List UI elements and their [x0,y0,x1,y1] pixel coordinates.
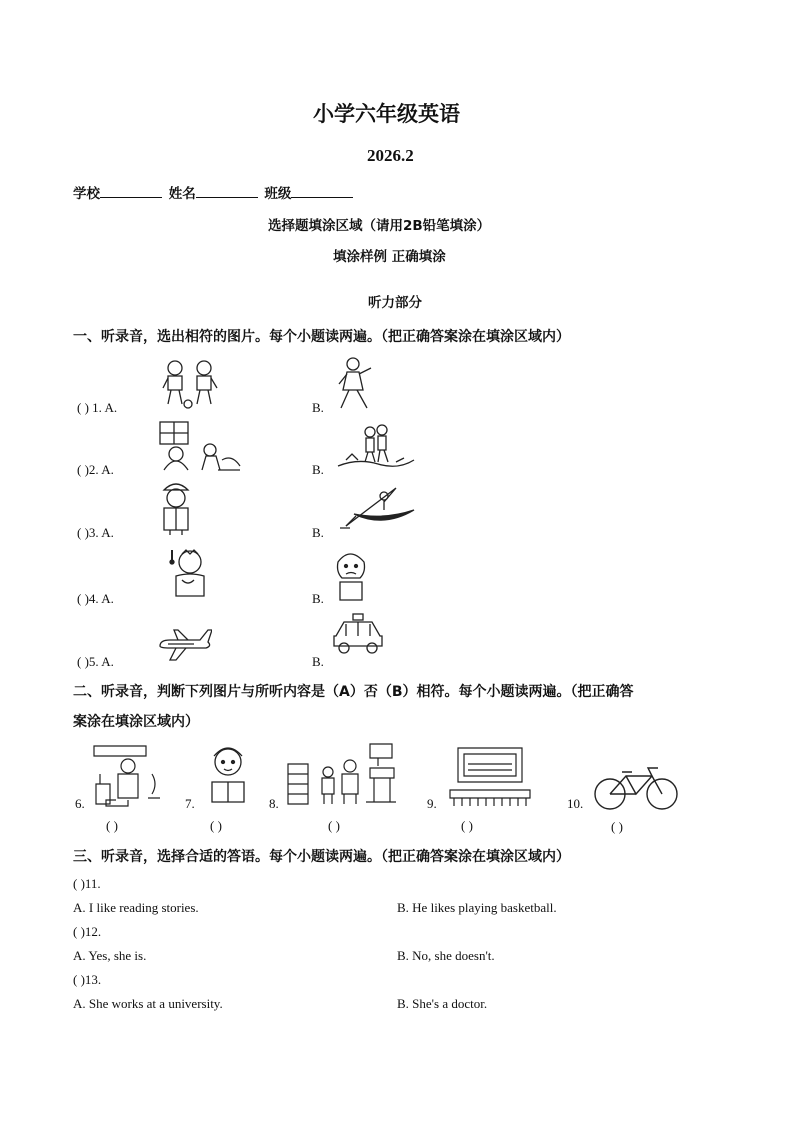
q13-label[interactable]: ( )13. [73,972,102,987]
q4b-sad-girl-picture [330,548,370,604]
q3-label[interactable]: ( )3. A. [77,525,114,540]
q5-label[interactable]: ( )5. A. [77,654,114,669]
student-info-line [73,182,355,202]
q12-label[interactable]: ( )12. [73,924,102,939]
q5-option-b[interactable]: B. [312,654,324,669]
exam-date: 2026.2 [367,146,414,165]
q11-label[interactable]: ( )11. [73,876,101,891]
fill-sample-instruction: 填涂样例 正确填涂 [333,249,446,265]
fill-area-instruction: 选择题填涂区域（请用2B铅笔填涂） [268,218,491,234]
name-blank[interactable] [196,185,258,198]
q1-label[interactable]: ( ) 1. A. [77,400,118,415]
q5a-airplane-picture [156,624,212,664]
q6-number: 6. [75,796,85,811]
q8-doctor-office-picture [286,742,398,806]
q2b-two-kids-outdoors-picture [336,420,416,470]
q2a-family-room-picture [156,420,242,472]
q11-option-a[interactable]: A. I like reading stories. [73,900,199,915]
q9-number: 9. [427,796,437,811]
q7-boy-reading-picture [206,742,250,808]
class-blank[interactable] [291,185,353,198]
name-label: 姓名 [168,186,196,202]
section2-heading-line2: 案涂在填涂区域内） [73,714,199,730]
q12-option-a[interactable]: A. Yes, she is. [73,948,147,963]
q10-bicycle-picture [592,764,680,812]
q10-answer-parens[interactable]: ( ) [611,819,623,834]
q7-answer-parens[interactable]: ( ) [210,818,222,833]
q4a-sick-boy-picture [166,546,208,600]
q8-number: 8. [269,796,279,811]
q12-option-b[interactable]: B. No, she doesn't. [397,948,495,963]
q10-number: 10. [567,796,584,811]
q4-label[interactable]: ( )4. A. [77,591,114,606]
q1b-person-running-picture [333,356,375,412]
section3-heading: 三、听录音，选择合适的答语。每个小题读两遍。（把正确答案涂在填涂区域内） [73,849,570,865]
section1-heading: 一、听录音，选出相符的图片。每个小题读两遍。（把正确答案涂在填涂区域内） [73,329,570,345]
class-label: 班级 [264,186,292,202]
q9-answer-parens[interactable]: ( ) [461,818,473,833]
school-blank[interactable] [100,185,162,198]
q6-scientist-lab-picture [92,744,162,808]
q11-option-b[interactable]: B. He likes playing basketball. [397,900,557,915]
q6-answer-parens[interactable]: ( ) [106,818,118,833]
school-label: 学校 [73,186,100,202]
q7-number: 7. [185,796,195,811]
q4-option-b[interactable]: B. [312,591,324,606]
q3-option-b[interactable]: B. [312,525,324,540]
q9-train-tracks-picture [448,744,532,808]
q5b-taxi-picture [330,612,386,656]
q2-option-b[interactable]: B. [312,462,324,477]
listening-section-label: 听力部分 [368,295,422,311]
q1a-two-boys-picture [160,358,222,410]
q1-option-b[interactable]: B. [312,400,324,415]
section2-heading-line1: 二、听录音，判断下列图片与所听内容是（A）否（B）相符。每个小题读两遍。（把正确答 [73,684,634,700]
q3b-fisherman-boat-picture [334,484,416,530]
q13-option-b[interactable]: B. She's a doctor. [397,996,488,1011]
page-title: 小学六年级英语 [313,102,460,126]
q8-answer-parens[interactable]: ( ) [328,818,340,833]
q3a-police-officer-picture [158,480,194,536]
q13-option-a[interactable]: A. She works at a university. [73,996,223,1011]
q2-label[interactable]: ( )2. A. [77,462,114,477]
